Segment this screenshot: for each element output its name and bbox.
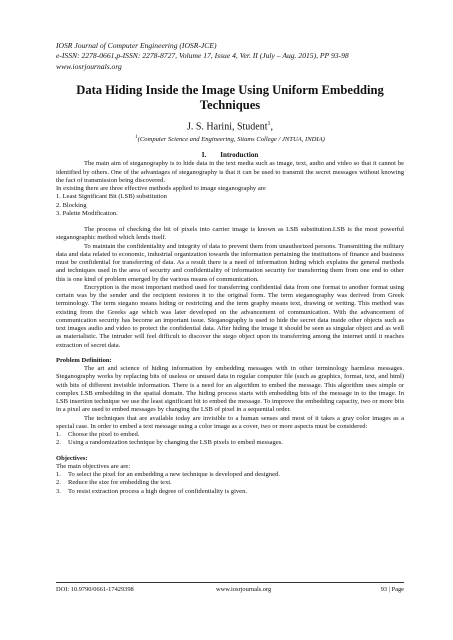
affiliation-sup: 1 xyxy=(135,135,138,140)
paper-title: Data Hiding Inside the Image Using Uniform Embedding Techniques xyxy=(76,83,384,112)
section-number: I. xyxy=(201,151,207,159)
list-number: 1. xyxy=(56,431,61,438)
encryption-paragraph: Encryption is the most important method used for transferring confidential data from one format to another format using certain was by the sender and the recipient restores it to the original form. The term steganography was derived from Greek terminology. The term stegano means hiding or restricting and the term graphy means text, drawing or writing. This method was existing from the Greeks age which was later developed on the advancement of communication. With the advancement of communication security has become an important issue. Steganography is used to hide the secret data inside other objects such as text images audio and video to protect the confidential data. After hiding the image it should be seen as singular object and as well as materialistic. The intruder will feel difficult to discover the stego object upon its transferring among the internet until it reaches extraction of secret data. xyxy=(56,283,404,349)
affiliation: (Computer Science and Engineering, Sitams College / JNTUA, INDIA) xyxy=(137,136,325,144)
spacer xyxy=(56,218,404,226)
method-item: 3. Palette Modification. xyxy=(56,209,118,217)
journal-header xyxy=(56,41,416,72)
affiliation-line xyxy=(56,133,404,144)
paper-body xyxy=(56,145,404,496)
list-number: 2. xyxy=(56,479,61,487)
techniques-paragraph: The techniques that are available today are invisible to a human senses and most of it takes a gray color images as a special case. In order to embed a text message using a color image as a cover, two or more aspects must be considered: xyxy=(56,414,404,430)
list-item xyxy=(56,439,404,447)
lsb-paragraph: The process of checking the bit of pixels into carrier image is known as LSB substitution.LSB is the most powerful steganographic method which lends itself. xyxy=(56,226,404,242)
intro-paragraph: The main aim of steganography is to hide data in the text media such as image, text, audio and video so that it cannot be identified by others. One of the advantages of steganography is that it can be used to transmit the secret messages without knowing the fact of transmission being discovered. xyxy=(56,160,404,184)
section-heading xyxy=(56,151,404,159)
list-number: 3. xyxy=(56,487,61,495)
footer-doi: DOI: 10.9790/0661-17429398 xyxy=(56,586,134,593)
intro-methods-lead: In existing there are three effective methods applied to image steganography are xyxy=(56,185,266,192)
journal-website[interactable]: www.iosrjournals.org xyxy=(56,61,122,71)
journal-issn: e-ISSN: 2278-0661,p-ISSN: 2278-8727, Volume 17, Issue 4, Ver. II (July – Aug. 2015), PP 93-98 xyxy=(56,51,349,61)
list-item xyxy=(56,431,404,439)
list-text: Using a randomization technique by changing the LSB pixels to embed messages. xyxy=(68,439,283,447)
objectives-heading: Objectives: xyxy=(56,454,88,462)
section-title: Introduction xyxy=(220,151,259,159)
list-text: To resist extraction process a high degree of confidentiality is given. xyxy=(68,487,247,495)
problem-list xyxy=(56,431,404,448)
author-line xyxy=(56,118,404,133)
author-sup: 1 xyxy=(267,121,271,127)
objectives-intro: The main objectives are are: xyxy=(56,462,131,470)
list-item xyxy=(56,471,404,479)
problem-paragraph: The art and science of hiding information by embedding messages with in other terminology harmless messages. Steganography works by replacing bits of useless or unused data in regular computer file (such as graphics, format, text, and html) with bits of different invisible information. There is a need for an algorithm to embed the message. This algorithm uses simple or complex LSB embedding in the spatial domain. The hiding process starts with embedding bits of the message in to the image. In LSB insertion technique we use the least significant bit to embed the message. To improve the embedding capacity, two or more bits in a pixel are used to embed messages by changing the LSB of pixel in a sequential order. xyxy=(56,365,404,414)
list-item xyxy=(56,479,404,487)
journal-name: IOSR Journal of Computer Engineering (IOSR-JCE) xyxy=(56,41,217,50)
list-item xyxy=(56,488,404,496)
list-number: 2. xyxy=(56,439,61,447)
author-name: J. S. Harini, Student xyxy=(186,121,268,133)
footer-website[interactable]: www.iosrjournals.org xyxy=(216,586,272,593)
problem-heading: Problem Definition: xyxy=(56,356,112,364)
footer-divider xyxy=(56,582,404,583)
list-text: Reduce the size for embedding the text. xyxy=(68,479,172,487)
objectives-list xyxy=(56,471,404,496)
page-number: 93 | Page xyxy=(380,586,404,593)
list-number: 1. xyxy=(56,471,61,478)
list-text: Choose the pixel to embed. xyxy=(68,431,140,438)
method-item: 1. Least Significant Bit (LSB) substitution xyxy=(56,193,167,201)
list-text: To select the pixel for an embedding a new technique is developed and designed. xyxy=(68,471,280,478)
confidentiality-paragraph: To maintain the confidentiality and integrity of data to prevent them from unauthorized persons. Transmitting the military data and data related to economic, industrial organization towards the information pertaining the institutions of finance and business must be confidential for transferring of data. As a result there is a need of information hiding which explains the general methods and techniques used in the area of security and confidentiality of information security for transferring them from one end to other this is one kind of problem emerged by the various means of communication. xyxy=(56,242,404,283)
author-suffix: , xyxy=(270,121,274,133)
method-item: 2. Blocking xyxy=(56,201,87,209)
